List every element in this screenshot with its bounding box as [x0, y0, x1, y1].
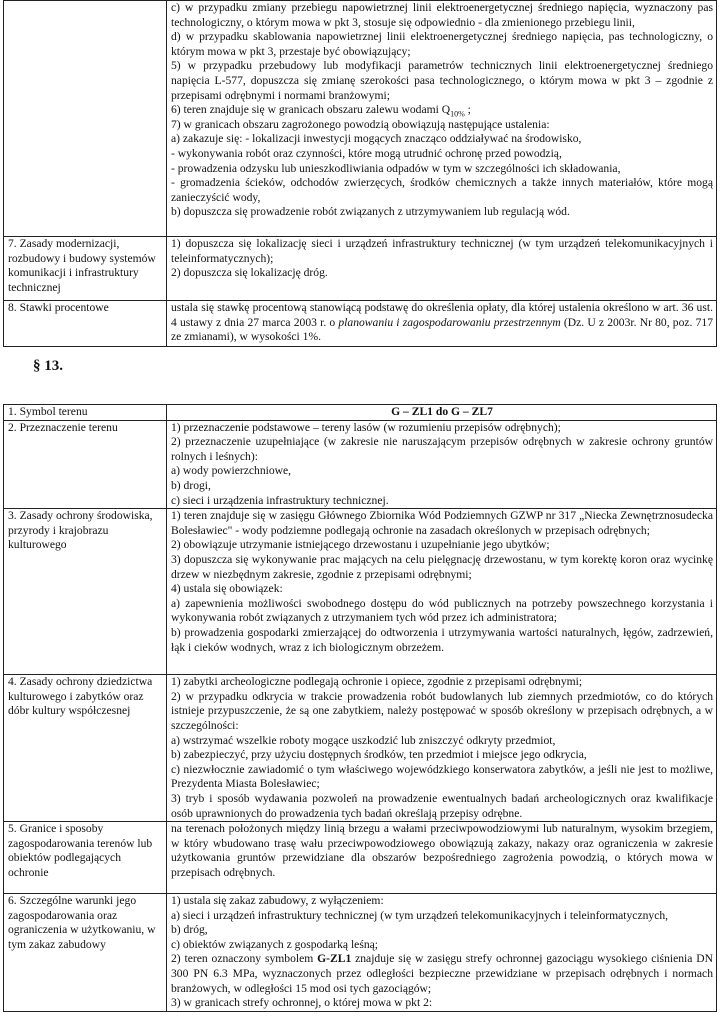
list-item: a) zakazuje się: - lokalizacji inwestycji mogących znacząco oddziaływać na środowisko,: [171, 132, 582, 146]
list-item: - gromadzenia ścieków, odchodów zwierzęcych, środków chemicznych a także innych materiałów, które mogą zanieczyścić wody,: [171, 176, 713, 204]
row-label: 4. Zasady ochrony dziedzictwa kulturowego i zabytków oraz dóbr kultury współczesnej: [4, 675, 167, 822]
fee-act-title: planowaniu i zagospodarowaniu przestrzennym: [338, 315, 561, 329]
fee-text-tail: (Dz. U z 2003r. Nr 80, poz. 717 ze zmianami), w wysokości 1%.: [171, 315, 713, 344]
row-label: 2. Przeznaczenie terenu: [4, 420, 167, 509]
row-label: 8. Stawki procentowe: [4, 301, 167, 347]
row-label: 5. Granice i sposoby zagospodarowania terenów lub obiektów podlegających ochronie: [4, 822, 167, 894]
table-row: [4, 1, 717, 237]
table-row: [4, 675, 717, 822]
table-row: [4, 301, 717, 347]
row-label: 7. Zasady modernizacji, rozbudowy i budowy systemów komunikacji i infrastruktury technicznej: [4, 237, 167, 301]
gas-zone-symbol: G-ZL1: [317, 952, 352, 966]
gas-zone-text-tail: znajduje się w zasięgu strefy ochronnej gazociągu wysokiego ciśnienia DN 300 PN 6.3 MPa, wyznaczonych przez odległości bezpieczne przewidziane w przepisach odrębnych i normach branżowych, w odległości 15 mod osi tych gazociągów;: [171, 952, 713, 995]
fee-text: ustala się stawkę procentową stanowiącą podstawę do określenia opłaty, dla której ustalenia określono w art. 36 ust. 4 ustawy z dnia 27 marca 2003 r. o: [171, 301, 713, 329]
list-item: 2) obowiązuje utrzymanie istniejącego drzewostanu i uzupełnianie jego ubytków;: [171, 538, 550, 552]
list-item: c) niezwłocznie zawiadomić o tym właściwego wojewódzkiego konserwatora zabytków, a jeśli nie jest to możliwe, Prezydenta Miasta Bolesławiec;: [171, 762, 713, 791]
list-item: b) zabezpieczyć, przy użyciu dostępnych środków, ten przedmiot i miejsce jego odkrycia,: [171, 748, 587, 762]
list-item: 2) dopuszcza się lokalizację dróg.: [171, 266, 328, 280]
list-item: a) wstrzymać wszelkie roboty mogące uszkodzić lub zniszczyć odkryty przedmiot,: [171, 733, 556, 747]
row-content: [167, 675, 717, 822]
section-13-table: [3, 404, 717, 1012]
list-item: b) drogi,: [171, 478, 211, 492]
list-item: 1) teren znajduje się w zasięgu Głównego Zbiornika Wód Podziemnych GZWP nr 317 „Niecka Zewnętrznosudecka Bolesławiec" - wody podziemne podlegają ochronie na zasadach określonych w przepisach odrębnych;: [171, 509, 713, 537]
list-item: 1) dopuszcza się lokalizację sieci i urządzeń infrastruktury technicznej (w tym urządzeń telekomunikacyjnych i teleinformatycznych);: [171, 237, 713, 265]
list-item: b) dróg,: [171, 923, 208, 937]
flood-zone-subscript: 10%: [450, 109, 465, 119]
gas-zone-text: 2) teren oznaczony symbolem: [171, 952, 318, 966]
list-item: 1) zabytki archeologiczne podlegają ochronie i opiece, zgodnie z przepisami odrębnymi;: [171, 675, 583, 689]
row-label: [4, 1, 167, 237]
row-content: [167, 894, 717, 1012]
list-item-gas-zone: [171, 952, 713, 996]
row-content: [167, 822, 717, 894]
list-item: 3) dopuszcza się wykonywanie prac mających na celu pielęgnację drzewostanu, w tym korektę koron oraz wycinkę drzew w niezbędnym zakresie, zgodnie z przepisami odrębnymi;: [171, 552, 713, 581]
list-item: 5) w przypadku przebudowy lub modyfikacji parametrów technicznych linii elektroenergetycznej średniego napięcia L-577, dopuszcza się zmianę szerokości pasa technologicznego, o którym mowa w pkt 3 – zgodnie z przepisami odrębnymi i normami branżowymi;: [171, 59, 713, 102]
flood-zone-text: 6) teren znajduje się w granicach obszaru zalewu wodami Q: [171, 103, 451, 117]
table-row: [4, 420, 717, 509]
continuation-table: [3, 0, 717, 347]
list-item: 4) ustala się obowiązek:: [171, 582, 283, 596]
header-label: 1. Symbol terenu: [4, 405, 167, 421]
list-item: a) zapewnienia możliwości swobodnego dostępu do wód publicznych na potrzeby powszechnego korzystania i wykonywania robót związanych z utrzymaniem tych wód przez ich administratora;: [171, 596, 713, 625]
list-item: 1) ustala się zakaz zabudowy, z wyłączeniem:: [171, 894, 384, 908]
list-item: - prowadzenia odzysku lub unieszkodliwiania odpadów w tym w szczególności ich składowania,: [171, 161, 621, 175]
row-content: [167, 237, 717, 301]
table-header-row: [4, 405, 717, 421]
list-item: c) sieci i urządzenia infrastruktury technicznej.: [171, 493, 389, 507]
list-item: 2) w przypadku odkrycia w trakcie prowadzenia robót budowlanych lub ziemnych przedmiotów, co do których istnieje przypuszczenie, że są one zabytkiem, należy postępować w sposób określony w przepisach odrębnych, a w szczególności:: [171, 689, 713, 732]
list-item: a) sieci i urządzeń infrastruktury technicznej (w tym urządzeń telekomunikacyjnych i teleinformatycznych,: [171, 908, 669, 922]
list-item: b) prowadzenia gospodarki zmierzającej do odtworzenia i utrzymywania wartości naturalnych, łęgów, zadrzewień, łąk i cieków wodnych, wraz z ich biologicznym obrzeżem.: [171, 625, 713, 654]
header-value: G – ZL1 do G – ZL7: [167, 405, 717, 421]
list-item: na terenach położonych między linią brzegu a wałami przeciwpowodziowymi lub naturalnym, wysokim brzegiem, w który wbudowano trasę wału przeciwpowodziowego obowiązują zakazy, nakazy oraz ograniczenia w zakresie użytkowania gruntów przewidziane dla obszarów bezpośredniego zagrożenia powodzią, o których mowa w przepisach odrębnych.: [171, 822, 713, 879]
row-label: 3. Zasady ochrony środowiska, przyrody i krajobrazu kulturowego: [4, 509, 167, 675]
section-heading: § 13.: [33, 358, 63, 374]
flood-zone-tail: ;: [464, 103, 471, 117]
list-item: 3) tryb i sposób wydawania pozwoleń na prowadzenie ewentualnych badań archeologicznych oraz kwalifikacje osób uprawnionych do prowadzenia tych badań określają przepisy odrębne.: [171, 791, 713, 820]
list-item: 2) przeznaczenie uzupełniające (w zakresie nie naruszającym przepisów odrębnych w zakresie ochrony gruntów rolnych i leśnych):: [171, 435, 713, 463]
list-item: c) obiektów związanych z gospodarką leśną;: [171, 937, 378, 951]
row-content: [167, 420, 717, 509]
table-row: [4, 894, 717, 1012]
list-item-flood-zone: [171, 103, 713, 118]
list-item: 1) przeznaczenie podstawowe – tereny lasów (w rozumieniu przepisów odrębnych);: [171, 420, 561, 434]
list-item: a) wody powierzchniowe,: [171, 464, 292, 478]
list-item: b) dopuszcza się prowadzenie robót związanych z utrzymywaniem lub regulacją wód.: [171, 205, 570, 219]
list-item: c) w przypadku zmiany przebiegu napowietrznej linii elektroenergetycznej średniego napięcia, wyznaczony pas technologiczny, o którym mowa w pkt 3, stosuje się odpowiednio - dla zmienionego przebiegu linii,: [171, 1, 713, 29]
list-item: - wykonywania robót oraz czynności, które mogą utrudnić ochronę przed powodzią,: [171, 146, 562, 160]
list-item: d) w przypadku skablowania napowietrznej linii elektroenergetycznej średniego napięcia, pas technologiczny, o którym mowa w pkt 3, przestaje być obowiązujący;: [171, 30, 713, 58]
row-label: 6. Szczególne warunki jego zagospodarowania oraz ograniczenia w użytkowaniu, w tym zakaz zabudowy: [4, 894, 167, 1012]
row-content: [167, 1, 717, 237]
row-content: [167, 509, 717, 675]
table-row: [4, 237, 717, 301]
table-row: [4, 822, 717, 894]
row-content: [167, 301, 717, 347]
list-item: 7) w granicach obszaru zagrożonego powodzią obowiązują następujące ustalenia:: [171, 117, 550, 131]
table-row: [4, 509, 717, 675]
list-item: 3) w granicach strefy ochronnej, o której mowa w pkt 2:: [171, 996, 433, 1010]
